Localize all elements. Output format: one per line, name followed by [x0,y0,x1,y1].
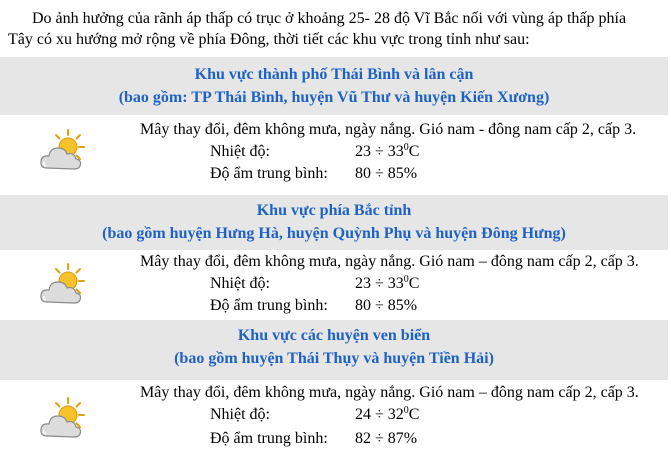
humidity-label: Độ ẩm trung bình: [210,297,328,314]
region-details-coastal [0,382,671,452]
weather-summary: Mây thay đổi, đêm không mưa, ngày nắng. Gió nam – đông nam cấp 2, cấp 3. [140,384,639,401]
region-header-city [0,57,668,115]
temperature-label: Nhiệt độ: [210,406,270,423]
temperature-value: $23 \div 33^0C$ [355,274,420,292]
humidity-label: Độ ẩm trung bình: [210,165,328,182]
region-title: Khu vực các huyện ven biển [237,327,431,344]
region-details-north [0,251,671,319]
region-title: Khu vực phía Bắc tỉnh [256,202,412,219]
region-details-city [0,119,671,189]
intro-text [8,8,668,50]
region-title: Khu vực thành phố Thái Bình và lân cận [194,66,474,83]
temperature-label: Nhiệt độ: [210,143,270,160]
region-subtitle: (bao gồm: TP Thái Bình, huyện Vũ Thư và huyện Kiến Xương) [118,89,550,106]
temperature-label: Nhiệt độ: [210,275,270,292]
humidity-value: 80 ÷ 85% [355,297,418,314]
intro-line-1: Do ảnh hưởng của rãnh áp thấp có trục ở khoảng 25- 28 độ Vĩ Bắc nối với vùng áp thấp phía [32,10,627,27]
intro-line-2: Tây có xu hướng mở rộng về phía Đông, thời tiết các khu vực trong tỉnh như sau: [8,31,530,48]
humidity-row [210,295,510,317]
humidity-label: Độ ẩm trung bình: [210,430,328,447]
humidity-value: 80 ÷ 85% [355,165,418,182]
region-subtitle: (bao gồm huyện Hưng Hà, huyện Quỳnh Phụ và huyện Đông Hưng) [102,225,566,242]
humidity-row [210,163,510,185]
region-header-coastal [0,320,668,380]
temperature-value: $24 \div 32^0C$ [355,405,420,423]
humidity-value: 82 ÷ 87% [355,430,418,447]
temperature-row [210,273,510,295]
temperature-row [210,141,510,163]
weather-summary: Mây thay đổi, đêm không mưa, ngày nắng. Gió nam - đông nam cấp 2, cấp 3. [140,121,637,138]
region-header-north [0,195,668,250]
weather-summary: Mây thay đổi, đêm không mưa, ngày nắng. Gió nam – đông nam cấp 2, cấp 3. [140,253,639,270]
temperature-row [210,404,510,426]
region-subtitle: (bao gồm huyện Thái Thụy và huyện Tiền Hải) [174,350,494,367]
temperature-value: $23 \div 33^0C$ [355,142,420,160]
humidity-row [210,428,510,450]
